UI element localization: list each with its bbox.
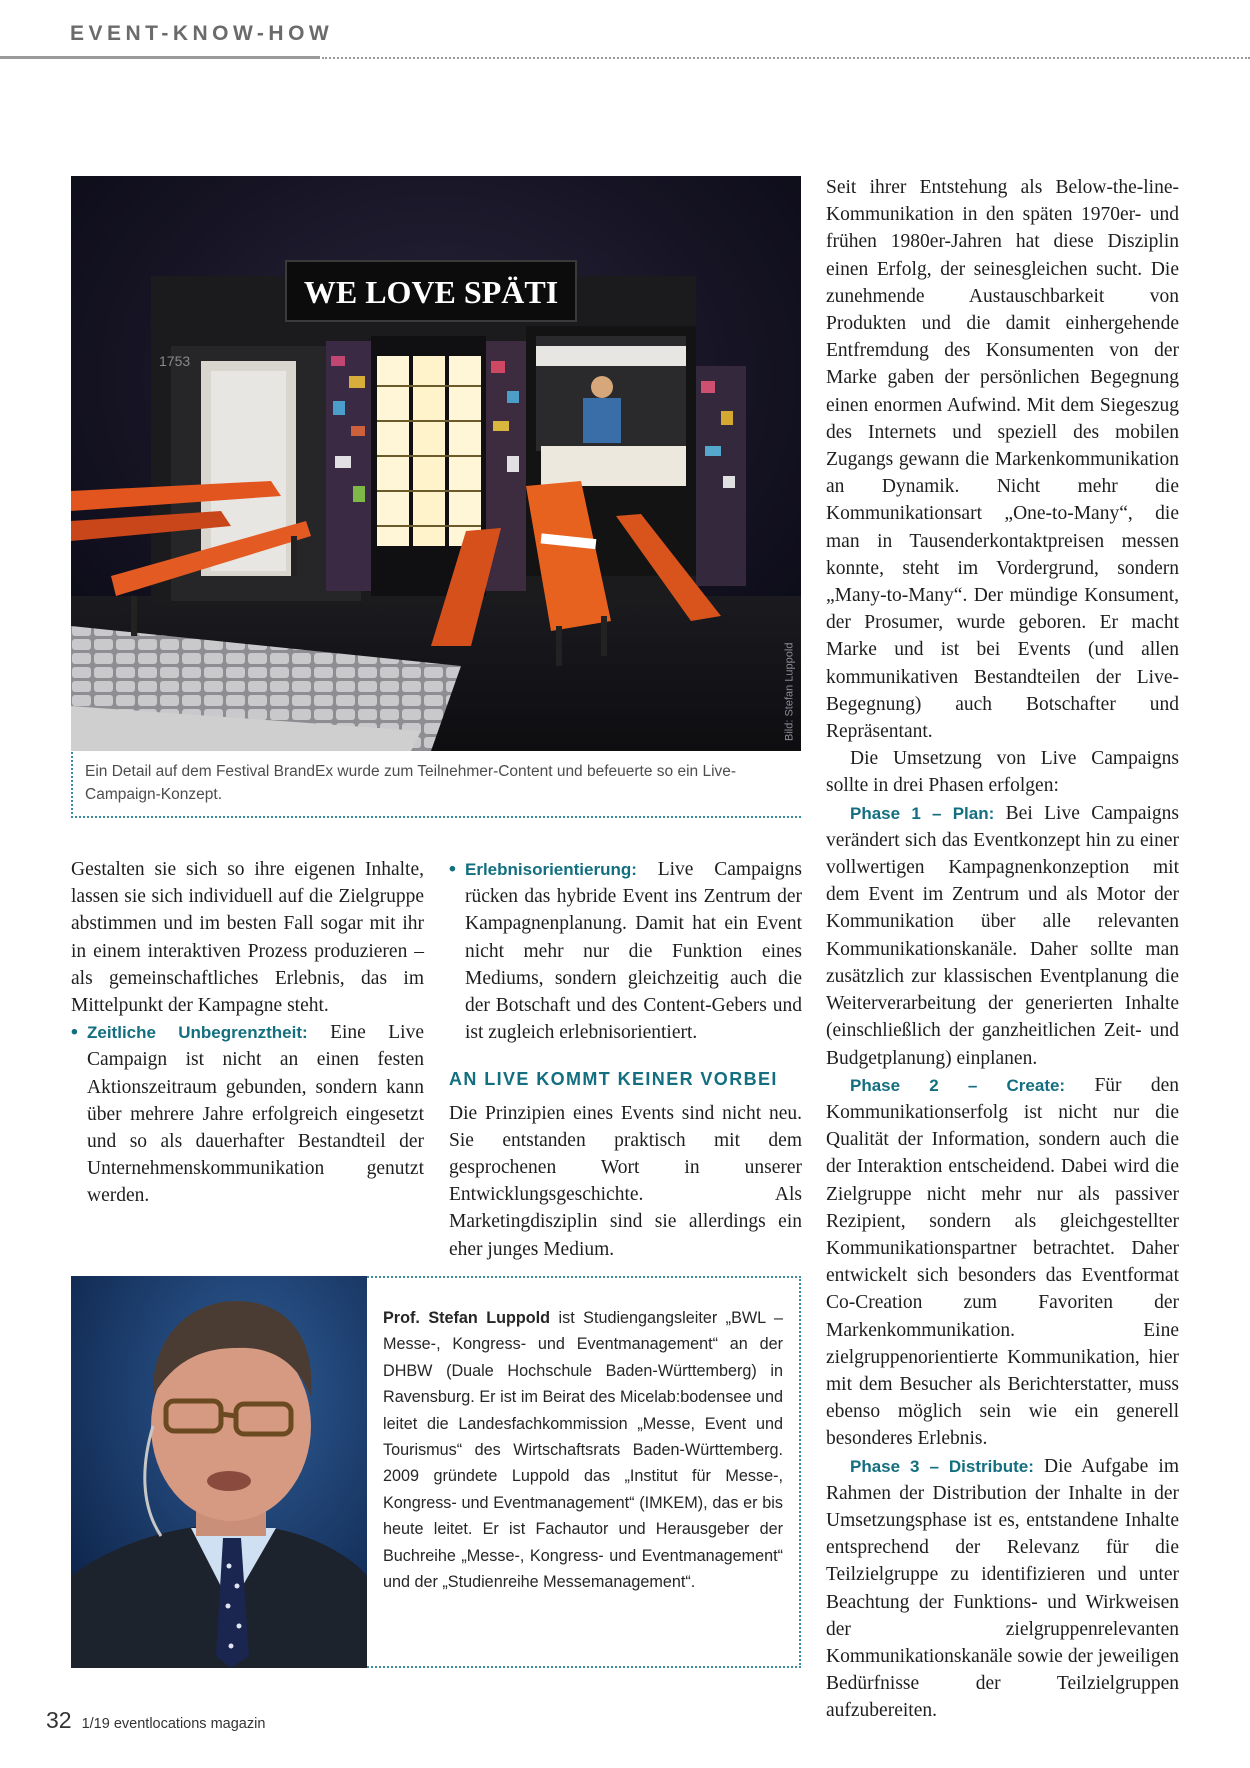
bullet-lead: Erlebnisorientierung: — [465, 860, 637, 879]
body-paragraph-2: Die Umsetzung von Live Campaigns sollte in drei Phasen erfolgen: — [826, 748, 1179, 797]
middle-column — [449, 856, 802, 1263]
author-portrait — [71, 1276, 367, 1668]
left-column — [71, 856, 424, 1210]
page-footer — [46, 1707, 265, 1734]
bullet-text: Live Campaigns rücken das hybride Event ins Zentrum der Kampagnenplanung. Damit hat ein Event nicht mehr nur die Funktion eines Mediums, sondern gleichzeitig auch die der Botschaft und des Content-Gebers und ist zugleich erlebnisorientiert. — [465, 859, 802, 1044]
phase-label: Phase 1 – Plan: — [850, 803, 995, 823]
header-rule-dotted — [322, 57, 1250, 59]
page-number: 32 — [46, 1707, 72, 1733]
author-portrait-illustration — [71, 1276, 367, 1668]
bullet-erlebnisorientierung — [449, 856, 802, 1046]
phase-label: Phase 2 – Create: — [850, 1075, 1066, 1095]
author-bio — [383, 1305, 783, 1595]
phase-2 — [826, 1072, 1179, 1453]
header-rule — [0, 56, 320, 59]
bullet-lead: Zeitliche Unbegrenztheit: — [87, 1023, 308, 1043]
phase-text: Für den Kommunikationserfolg ist nicht nur die Qualität der Information, sondern auch die der Interaktion entscheidend. Dabei wird die Zielgruppe nicht mehr nur als passiver Rezipient, sondern als gleichgestellter Kommunikationspartner betrachtet. Daher entwickelt sich besonders das Eventformat Co-Creation zum Favoriten der Markenkommunikation. Eine zielgruppenorientierte Kommunikation, hier mit dem Besucher als Berichterstatter, muss ebenso möglich sein wie ein generell besonderes Erlebnis. — [826, 1074, 1180, 1450]
magazine-issue: 1/19 eventlocations magazin — [81, 1716, 266, 1732]
intro-paragraph: Gestalten sie sich so ihre eigenen Inhalte, lassen sie sich individuell auf die Zielgruppe abstimmen und im besten Fall sogar mit ihr in einem interaktiven Prozess produzieren – als gemeinschaftliches Erlebnis, das im Mittelpunkt der Kampagne steht. — [71, 859, 424, 1017]
bullet-marker: • — [71, 1021, 78, 1044]
photo-caption: Ein Detail auf dem Festival BrandEx wurde zum Teilnehmer-Content und befeuerte so ein Live-Campaign-Konzept. — [85, 763, 737, 803]
author-info-box — [367, 1276, 801, 1668]
phase-1 — [826, 800, 1179, 1072]
right-column — [826, 174, 1179, 1725]
photo-credit: Bild: Stefan Luppold — [783, 642, 795, 741]
section-subheading: AN LIVE KOMMT KEINER VORBEI — [449, 1069, 778, 1090]
body-paragraph-1: Seit ihrer Entstehung als Below-the-line-Kommunikation in den späten 1970er- und frühen 1980er-Jahren hat diese Disziplin einen Erfolg, der seinesgleichen sucht. Die zunehmende Austauschbarkeit von Produkten und die damit einhergehende Entfremdung des Konsumenten von der Marke gaben der persönlichen Begegnung einen enormen Aufwind. Mit dem Siegeszug des Internets und speziell des mobilen Zugangs gewann die Markenkommunikation an Dynamik. Nicht mehr die Kommunikationsart „One-to-Many“, die man in Tausenderkontaktpreisen messen konnte, steht im Vordergrund, sondern „Many-to-Many“. Der mündige Konsument, der Prosumer, wurde geboren. Er macht Marke und ist bei Events (und allen kommunikativen Bestandteilen der Live-Begegnung) auch Botschafter und Repräsentant. — [826, 177, 1179, 743]
phase-3 — [826, 1453, 1179, 1725]
phase-label: Phase 3 – Distribute: — [850, 1456, 1034, 1476]
section-paragraph: Die Prinzipien eines Events sind nicht neu. Sie entstanden praktisch mit dem gesprochenen Wort in unserer Entwicklungsgeschichte. Als Marketingdisziplin sind sie allerdings ein eher junges Medium. — [449, 1102, 802, 1260]
spaeti-booth-illustration — [71, 176, 801, 751]
photo-caption-box — [71, 752, 801, 818]
bullet-text: Eine Live Campaign ist nicht an einen festen Aktionszeitraum gebunden, sondern kann über mehrere Jahre erfolgreich eingesetzt und so als dauerhafter Bestandteil der Unternehmenskommunikation genutzt werden. — [87, 1022, 425, 1207]
author-name: Prof. Stefan Luppold — [383, 1309, 551, 1327]
phase-text: Bei Live Campaigns verändert sich das Eventkonzept hin zu einer vollwertigen Kampagnenkonzeption mit dem Event im Zentrum und als Motor der Kommunikation über alle relevanten Kommunikationskanäle. Daher sollte man zusätzlich zur klassischen Eventplanung die Weiterverarbeitung der generierten Inhalte (einschließlich der ganzheitlichen Zeit- und Budgetplanung) einplanen. — [826, 802, 1180, 1069]
bullet-marker: • — [449, 858, 456, 880]
section-label: EVENT-KNOW-HOW — [70, 22, 334, 45]
phase-text: Die Aufgabe im Rahmen der Distribution der Inhalte in der Umsetzungsphase ist es, entstandene Inhalte entsprechend der Relevanz für die Teilzielgruppe zu identifizieren und unter Beachtung der Funktions- und Wirkweisen der zielgruppenrelevanten Kommunikationskanäle sowie der jeweiligen Bedürfnisse der Teilzielgruppen aufzubereiten. — [826, 1455, 1179, 1722]
bullet-zeitliche-unbegrenztheit — [71, 1019, 424, 1209]
event-photo — [71, 176, 801, 751]
photo-sign-text: WE LOVE SPÄTI — [303, 274, 559, 310]
author-bio-text: ist Studiengangsleiter „BWL – Messe-, Kongress- und Eventmanagement“ an der DHBW (Duale Hochschule Baden-Württemberg) in Ravensburg. Er ist im Beirat des Micelab:bodensee und leitet die Landesfachkommission „Messe, Event und Tourismus“ des Wirtschaftsrats Baden-Württemberg. 2009 gründete Luppold das „Institut für Messe-, Kongress- und Eventmanagement“ (IMKEM), das er bis heute leitet. Er ist Fachautor und Herausgeber der Buchreihe „Messe-, Kongress- und Eventmanagement“ und der „Studienreihe Messemanagement“. — [383, 1309, 783, 1592]
photo-booth-number: 1753 — [159, 353, 191, 369]
